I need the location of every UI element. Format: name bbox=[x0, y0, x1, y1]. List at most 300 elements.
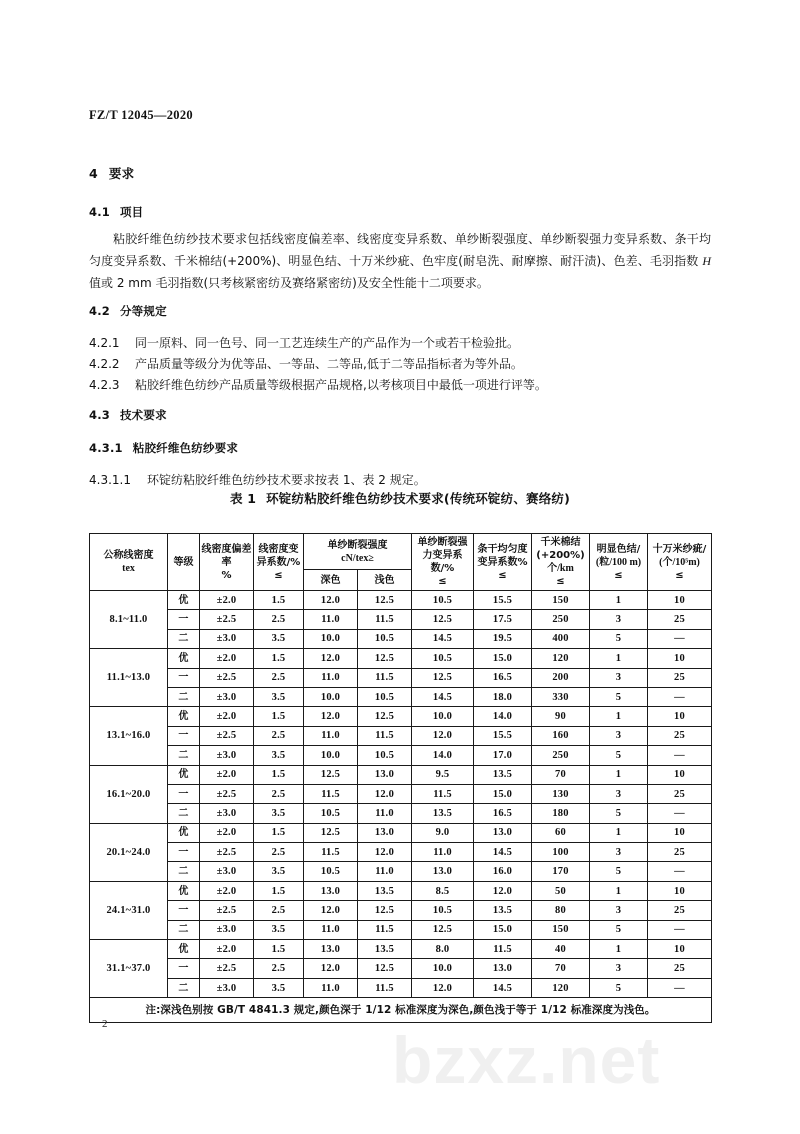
td-grade: 一 bbox=[168, 610, 200, 629]
table-1-title: 环锭纺粘胶纤维色纺纱技术要求(传统环锭纺、赛络纺) bbox=[266, 491, 571, 506]
td-density-deviation: ±2.0 bbox=[200, 765, 254, 784]
td-strength-cv: 12.0 bbox=[412, 726, 474, 745]
td-strength-cv: 13.5 bbox=[412, 804, 474, 823]
td-neps: 130 bbox=[532, 784, 590, 803]
th-yarn-faults-label: 十万米纱疵/ bbox=[652, 543, 707, 555]
th-nominal-density-label: 公称线密度 bbox=[103, 550, 154, 561]
table-row bbox=[90, 881, 712, 900]
th-density-deviation: 线密度偏差率 % bbox=[200, 534, 254, 591]
td-light: 12.5 bbox=[358, 591, 412, 610]
td-grade: 二 bbox=[168, 862, 200, 881]
td-evenness-cv: 11.5 bbox=[474, 940, 532, 959]
clause-4-heading bbox=[89, 164, 134, 182]
td-light: 13.5 bbox=[358, 881, 412, 900]
td-strength-cv: 9.5 bbox=[412, 765, 474, 784]
td-neps: 120 bbox=[532, 978, 590, 997]
td-neps: 100 bbox=[532, 843, 590, 862]
table-row bbox=[90, 901, 712, 920]
th-evenness-cv: 条干均匀度变异系数% ≤ bbox=[474, 534, 532, 591]
td-neps: 120 bbox=[532, 649, 590, 668]
td-color-neps: 1 bbox=[590, 649, 648, 668]
table-row bbox=[90, 629, 712, 648]
td-grade: 一 bbox=[168, 901, 200, 920]
td-dark: 12.5 bbox=[304, 823, 358, 842]
table-row bbox=[90, 920, 712, 939]
td-light: 11.5 bbox=[358, 726, 412, 745]
td-density-deviation: ±2.5 bbox=[200, 726, 254, 745]
td-dark: 11.0 bbox=[304, 920, 358, 939]
table-row bbox=[90, 784, 712, 803]
td-evenness-cv: 13.5 bbox=[474, 765, 532, 784]
clause-4-2-3-text: 粘胶纤维色纺纱产品质量等级根据产品规格,以考核项目中最低一项进行评等。 bbox=[135, 378, 547, 392]
th-evenness-cv-le-symbol: ≤ bbox=[498, 569, 507, 581]
td-neps: 250 bbox=[532, 610, 590, 629]
td-light: 10.5 bbox=[358, 629, 412, 648]
th-neps-le-symbol: ≤ bbox=[556, 576, 565, 587]
td-color-neps: 3 bbox=[590, 843, 648, 862]
td-evenness-cv: 16.0 bbox=[474, 862, 532, 881]
td-neps: 150 bbox=[532, 591, 590, 610]
clause-4-1-body bbox=[89, 228, 711, 294]
td-yarn-faults: 25 bbox=[648, 784, 712, 803]
td-density-cv: 3.5 bbox=[254, 920, 304, 939]
td-light: 10.5 bbox=[358, 746, 412, 765]
td-density-deviation: ±3.0 bbox=[200, 629, 254, 648]
td-yarn-faults: 25 bbox=[648, 726, 712, 745]
td-evenness-cv: 16.5 bbox=[474, 668, 532, 687]
td-dark: 11.5 bbox=[304, 784, 358, 803]
td-density-cv: 2.5 bbox=[254, 726, 304, 745]
td-color-neps: 1 bbox=[590, 765, 648, 784]
td-density-deviation: ±3.0 bbox=[200, 978, 254, 997]
clause-4-2-1 bbox=[89, 332, 711, 354]
td-dark: 10.5 bbox=[304, 804, 358, 823]
td-dark: 12.0 bbox=[304, 901, 358, 920]
page-number: 2 bbox=[102, 1018, 108, 1030]
td-evenness-cv: 15.5 bbox=[474, 726, 532, 745]
td-neps: 330 bbox=[532, 687, 590, 706]
td-grade: 二 bbox=[168, 804, 200, 823]
td-light: 13.0 bbox=[358, 823, 412, 842]
td-evenness-cv: 15.0 bbox=[474, 649, 532, 668]
td-yarn-faults: — bbox=[648, 862, 712, 881]
td-evenness-cv: 15.0 bbox=[474, 784, 532, 803]
td-yarn-faults: — bbox=[648, 629, 712, 648]
td-density-deviation: ±3.0 bbox=[200, 920, 254, 939]
td-yarn-faults: 10 bbox=[648, 765, 712, 784]
td-density-cv: 3.5 bbox=[254, 687, 304, 706]
td-dark: 11.0 bbox=[304, 978, 358, 997]
td-strength-cv: 14.0 bbox=[412, 746, 474, 765]
td-neps: 170 bbox=[532, 862, 590, 881]
td-strength-cv: 8.0 bbox=[412, 940, 474, 959]
clause-4-2-2 bbox=[89, 353, 711, 375]
clause-4-3-1-heading bbox=[89, 440, 238, 456]
td-light: 13.5 bbox=[358, 940, 412, 959]
td-evenness-cv: 14.0 bbox=[474, 707, 532, 726]
td-yarn-faults: 25 bbox=[648, 668, 712, 687]
table-row bbox=[90, 687, 712, 706]
th-grade: 等级 bbox=[168, 534, 200, 591]
td-density-deviation: ±2.0 bbox=[200, 823, 254, 842]
td-strength-cv: 14.5 bbox=[412, 687, 474, 706]
td-light: 11.5 bbox=[358, 668, 412, 687]
th-color-neps-le-symbol: ≤ bbox=[614, 569, 623, 581]
th-neps bbox=[532, 534, 590, 591]
table-row bbox=[90, 804, 712, 823]
td-light: 12.0 bbox=[358, 843, 412, 862]
td-neps: 90 bbox=[532, 707, 590, 726]
td-light: 11.0 bbox=[358, 862, 412, 881]
td-evenness-cv: 18.0 bbox=[474, 687, 532, 706]
table-row bbox=[90, 765, 712, 784]
th-strength-cv: 单纱断裂强力变异系数/% ≤ bbox=[412, 534, 474, 591]
th-color-neps-label: 明显色结/ bbox=[596, 543, 641, 555]
td-dark: 12.0 bbox=[304, 959, 358, 978]
td-density-cv: 2.5 bbox=[254, 668, 304, 687]
td-strength-cv: 11.0 bbox=[412, 843, 474, 862]
clause-4-1-body-part1: 粘胶纤维色纺纱技术要求包括线密度偏差率、线密度变异系数、单纱断裂强度、单纱断裂强力变异系数、条干均匀度变异系数、千米棉结(+200%)、明显色结、十万米纱疵、色牢度(耐皂洗、耐摩擦、耐汗渍)、色差、毛羽指数 bbox=[89, 232, 711, 268]
td-neps: 160 bbox=[532, 726, 590, 745]
clause-4-2-title: 分等规定 bbox=[119, 304, 167, 318]
td-color-neps: 1 bbox=[590, 591, 648, 610]
td-yarn-faults: 10 bbox=[648, 823, 712, 842]
td-density-cv: 3.5 bbox=[254, 804, 304, 823]
table-row bbox=[90, 610, 712, 629]
th-breaking-strength bbox=[304, 534, 412, 570]
table-row bbox=[90, 707, 712, 726]
td-grade: 二 bbox=[168, 629, 200, 648]
td-grade: 二 bbox=[168, 978, 200, 997]
td-density-cv: 2.5 bbox=[254, 843, 304, 862]
td-color-neps: 3 bbox=[590, 610, 648, 629]
td-light: 11.5 bbox=[358, 610, 412, 629]
td-yarn-faults: 10 bbox=[648, 649, 712, 668]
table-1 bbox=[89, 533, 712, 1023]
td-density-cv: 1.5 bbox=[254, 649, 304, 668]
td-neps: 60 bbox=[532, 823, 590, 842]
clause-4-1-body-italic: H bbox=[702, 254, 711, 268]
td-grade: 一 bbox=[168, 668, 200, 687]
td-density-cv: 2.5 bbox=[254, 901, 304, 920]
table-row bbox=[90, 649, 712, 668]
th-neps-unit: 个/km bbox=[547, 563, 574, 574]
clause-4-1-heading bbox=[89, 204, 143, 220]
table-row bbox=[90, 746, 712, 765]
td-grade: 优 bbox=[168, 940, 200, 959]
td-evenness-cv: 15.0 bbox=[474, 920, 532, 939]
clause-4-2-number: 4.2 bbox=[89, 304, 110, 318]
clause-4-2-1-text: 同一原料、同一色号、同一工艺连续生产的产品作为一个或若干检验批。 bbox=[135, 336, 520, 350]
table-header-row-1 bbox=[90, 534, 712, 570]
table-1-note: 注:深浅色别按 GB/T 4841.3 规定,颜色深于 1/12 标准深度为深色,颜色浅于等于 1/12 标准深度为浅色。 bbox=[90, 998, 712, 1023]
watermark: bzxz.net bbox=[392, 1023, 661, 1097]
td-evenness-cv: 12.0 bbox=[474, 881, 532, 900]
table-row bbox=[90, 823, 712, 842]
td-neps: 200 bbox=[532, 668, 590, 687]
th-density-deviation-unit: % bbox=[221, 569, 232, 581]
clause-4-3-heading bbox=[89, 407, 167, 423]
td-dark: 10.0 bbox=[304, 687, 358, 706]
td-neps: 400 bbox=[532, 629, 590, 648]
td-nominal-density: 24.1~31.0 bbox=[90, 881, 168, 939]
td-color-neps: 5 bbox=[590, 978, 648, 997]
td-nominal-density: 8.1~11.0 bbox=[90, 591, 168, 649]
td-yarn-faults: 25 bbox=[648, 959, 712, 978]
td-density-deviation: ±3.0 bbox=[200, 687, 254, 706]
td-grade: 二 bbox=[168, 920, 200, 939]
td-nominal-density: 13.1~16.0 bbox=[90, 707, 168, 765]
th-yarn-faults-le-symbol: ≤ bbox=[675, 569, 684, 581]
td-light: 10.5 bbox=[358, 687, 412, 706]
td-strength-cv: 12.0 bbox=[412, 978, 474, 997]
table-1-caption bbox=[0, 489, 800, 507]
td-evenness-cv: 17.5 bbox=[474, 610, 532, 629]
table-1-header bbox=[90, 534, 712, 591]
th-dark-color: 深色 bbox=[304, 570, 358, 591]
table-row bbox=[90, 591, 712, 610]
clause-4-title: 要求 bbox=[108, 166, 135, 181]
td-yarn-faults: 25 bbox=[648, 901, 712, 920]
td-color-neps: 1 bbox=[590, 940, 648, 959]
td-yarn-faults: — bbox=[648, 746, 712, 765]
td-evenness-cv: 13.0 bbox=[474, 823, 532, 842]
td-color-neps: 5 bbox=[590, 629, 648, 648]
td-strength-cv: 10.5 bbox=[412, 649, 474, 668]
th-breaking-strength-label: 单纱断裂强度 bbox=[327, 539, 388, 551]
td-grade: 优 bbox=[168, 707, 200, 726]
table-row bbox=[90, 959, 712, 978]
table-row bbox=[90, 843, 712, 862]
td-grade: 优 bbox=[168, 591, 200, 610]
td-color-neps: 3 bbox=[590, 901, 648, 920]
clause-4-1-body-part2: 值或 2 mm 毛羽指数(只考核紧密纺及赛络紧密纺)及安全性能十二项要求。 bbox=[89, 276, 489, 290]
th-breaking-strength-unit: cN/tex≥ bbox=[341, 552, 374, 564]
th-nominal-density-unit: tex bbox=[122, 563, 135, 574]
clause-4-1-title: 项目 bbox=[119, 205, 144, 219]
td-density-cv: 3.5 bbox=[254, 862, 304, 881]
td-evenness-cv: 13.5 bbox=[474, 901, 532, 920]
td-density-deviation: ±2.0 bbox=[200, 707, 254, 726]
td-yarn-faults: 25 bbox=[648, 843, 712, 862]
table-note-row bbox=[90, 998, 712, 1023]
td-strength-cv: 12.5 bbox=[412, 920, 474, 939]
th-neps-label: 千米棉结(+200%) bbox=[536, 537, 585, 561]
td-yarn-faults: 10 bbox=[648, 881, 712, 900]
table-row bbox=[90, 668, 712, 687]
td-dark: 12.0 bbox=[304, 591, 358, 610]
td-color-neps: 3 bbox=[590, 959, 648, 978]
td-grade: 一 bbox=[168, 959, 200, 978]
td-density-cv: 3.5 bbox=[254, 746, 304, 765]
td-color-neps: 5 bbox=[590, 746, 648, 765]
td-dark: 10.0 bbox=[304, 746, 358, 765]
td-color-neps: 5 bbox=[590, 920, 648, 939]
td-dark: 12.0 bbox=[304, 707, 358, 726]
clause-4-2-2-number: 4.2.2 bbox=[89, 357, 120, 371]
th-color-neps bbox=[590, 534, 648, 591]
table-1-label: 表 1 bbox=[229, 491, 257, 506]
td-density-deviation: ±3.0 bbox=[200, 746, 254, 765]
clause-4-3-1-number: 4.3.1 bbox=[89, 441, 123, 455]
standard-number-header: FZ/T 12045—2020 bbox=[89, 108, 193, 122]
table-1-footer bbox=[90, 998, 712, 1023]
td-density-deviation: ±3.0 bbox=[200, 862, 254, 881]
clause-4-2-3-number: 4.2.3 bbox=[89, 378, 120, 392]
td-nominal-density: 31.1~37.0 bbox=[90, 940, 168, 998]
td-yarn-faults: — bbox=[648, 804, 712, 823]
td-dark: 10.0 bbox=[304, 629, 358, 648]
td-yarn-faults: 10 bbox=[648, 707, 712, 726]
td-density-cv: 1.5 bbox=[254, 940, 304, 959]
clause-4-3-title: 技术要求 bbox=[119, 408, 167, 422]
clause-4-1-number: 4.1 bbox=[89, 205, 110, 219]
td-evenness-cv: 15.5 bbox=[474, 591, 532, 610]
td-yarn-faults: 10 bbox=[648, 940, 712, 959]
table-row bbox=[90, 978, 712, 997]
table-row bbox=[90, 940, 712, 959]
td-density-deviation: ±3.0 bbox=[200, 804, 254, 823]
td-strength-cv: 11.5 bbox=[412, 784, 474, 803]
td-evenness-cv: 19.5 bbox=[474, 629, 532, 648]
td-dark: 10.5 bbox=[304, 862, 358, 881]
td-neps: 70 bbox=[532, 959, 590, 978]
td-grade: 一 bbox=[168, 726, 200, 745]
td-density-cv: 3.5 bbox=[254, 629, 304, 648]
td-color-neps: 3 bbox=[590, 784, 648, 803]
td-light: 12.5 bbox=[358, 707, 412, 726]
td-grade: 一 bbox=[168, 843, 200, 862]
td-density-cv: 3.5 bbox=[254, 978, 304, 997]
td-strength-cv: 12.5 bbox=[412, 668, 474, 687]
td-yarn-faults: 25 bbox=[648, 610, 712, 629]
td-strength-cv: 14.5 bbox=[412, 629, 474, 648]
td-neps: 40 bbox=[532, 940, 590, 959]
td-yarn-faults: — bbox=[648, 920, 712, 939]
td-evenness-cv: 13.0 bbox=[474, 959, 532, 978]
td-color-neps: 1 bbox=[590, 707, 648, 726]
td-nominal-density: 20.1~24.0 bbox=[90, 823, 168, 881]
td-density-cv: 2.5 bbox=[254, 784, 304, 803]
td-light: 11.5 bbox=[358, 978, 412, 997]
table-row bbox=[90, 862, 712, 881]
clause-4-3-1-1-number: 4.3.1.1 bbox=[89, 473, 131, 487]
td-density-deviation: ±2.5 bbox=[200, 843, 254, 862]
table-1-body bbox=[90, 591, 712, 998]
td-neps: 80 bbox=[532, 901, 590, 920]
td-neps: 250 bbox=[532, 746, 590, 765]
td-density-deviation: ±2.5 bbox=[200, 959, 254, 978]
td-dark: 11.5 bbox=[304, 843, 358, 862]
td-color-neps: 5 bbox=[590, 804, 648, 823]
clause-4-3-1-1 bbox=[89, 469, 711, 491]
clause-4-3-number: 4.3 bbox=[89, 408, 110, 422]
td-yarn-faults: — bbox=[648, 978, 712, 997]
table-row bbox=[90, 726, 712, 745]
td-strength-cv: 9.0 bbox=[412, 823, 474, 842]
th-light-color: 浅色 bbox=[358, 570, 412, 591]
td-light: 12.5 bbox=[358, 959, 412, 978]
td-grade: 优 bbox=[168, 823, 200, 842]
td-density-cv: 1.5 bbox=[254, 707, 304, 726]
td-density-cv: 1.5 bbox=[254, 591, 304, 610]
td-neps: 150 bbox=[532, 920, 590, 939]
td-light: 13.0 bbox=[358, 765, 412, 784]
td-strength-cv: 12.5 bbox=[412, 610, 474, 629]
clause-4-2-3 bbox=[89, 374, 711, 396]
td-strength-cv: 10.5 bbox=[412, 901, 474, 920]
td-density-cv: 2.5 bbox=[254, 959, 304, 978]
td-color-neps: 5 bbox=[590, 862, 648, 881]
clause-4-2-2-text: 产品质量等级分为优等品、一等品、二等品,低于二等品指标者为等外品。 bbox=[135, 357, 523, 371]
td-color-neps: 3 bbox=[590, 668, 648, 687]
td-light: 12.5 bbox=[358, 649, 412, 668]
table-1-wrapper bbox=[89, 533, 711, 1023]
td-light: 12.5 bbox=[358, 901, 412, 920]
td-yarn-faults: 10 bbox=[648, 591, 712, 610]
td-density-deviation: ±2.5 bbox=[200, 668, 254, 687]
td-neps: 70 bbox=[532, 765, 590, 784]
td-density-deviation: ±2.0 bbox=[200, 940, 254, 959]
td-light: 11.5 bbox=[358, 920, 412, 939]
td-grade: 优 bbox=[168, 765, 200, 784]
td-color-neps: 1 bbox=[590, 823, 648, 842]
td-nominal-density: 11.1~13.0 bbox=[90, 649, 168, 707]
th-density-cv: 线密度变异系数/% ≤ bbox=[254, 534, 304, 591]
td-nominal-density: 16.1~20.0 bbox=[90, 765, 168, 823]
td-dark: 12.5 bbox=[304, 765, 358, 784]
td-color-neps: 1 bbox=[590, 881, 648, 900]
td-evenness-cv: 17.0 bbox=[474, 746, 532, 765]
td-light: 11.0 bbox=[358, 804, 412, 823]
td-density-cv: 1.5 bbox=[254, 765, 304, 784]
td-dark: 11.0 bbox=[304, 726, 358, 745]
td-density-deviation: ±2.0 bbox=[200, 881, 254, 900]
td-color-neps: 3 bbox=[590, 726, 648, 745]
td-neps: 50 bbox=[532, 881, 590, 900]
th-strength-cv-le-symbol: ≤ bbox=[438, 576, 447, 587]
td-density-cv: 1.5 bbox=[254, 823, 304, 842]
td-grade: 优 bbox=[168, 649, 200, 668]
td-grade: 优 bbox=[168, 881, 200, 900]
td-density-deviation: ±2.5 bbox=[200, 784, 254, 803]
td-strength-cv: 13.0 bbox=[412, 862, 474, 881]
td-dark: 12.0 bbox=[304, 649, 358, 668]
clause-4-2-heading bbox=[89, 303, 167, 319]
th-color-neps-unit: (粒/100 m) bbox=[595, 556, 642, 568]
td-yarn-faults: — bbox=[648, 687, 712, 706]
clause-4-3-1-1-text: 环锭纺粘胶纤维色纺纱技术要求按表 1、表 2 规定。 bbox=[147, 473, 426, 487]
td-grade: 二 bbox=[168, 746, 200, 765]
td-evenness-cv: 14.5 bbox=[474, 978, 532, 997]
td-color-neps: 5 bbox=[590, 687, 648, 706]
td-dark: 13.0 bbox=[304, 881, 358, 900]
td-grade: 二 bbox=[168, 687, 200, 706]
td-strength-cv: 8.5 bbox=[412, 881, 474, 900]
td-strength-cv: 10.0 bbox=[412, 707, 474, 726]
td-grade: 一 bbox=[168, 784, 200, 803]
th-yarn-faults-unit: (个/10⁵m) bbox=[659, 556, 700, 568]
clause-4-number: 4 bbox=[89, 166, 98, 181]
td-dark: 11.0 bbox=[304, 610, 358, 629]
td-strength-cv: 10.0 bbox=[412, 959, 474, 978]
th-nominal-density bbox=[90, 534, 168, 591]
th-yarn-faults bbox=[648, 534, 712, 591]
th-density-cv-le-symbol: ≤ bbox=[274, 569, 283, 581]
td-density-cv: 1.5 bbox=[254, 881, 304, 900]
clause-4-2-1-number: 4.2.1 bbox=[89, 336, 120, 350]
td-density-deviation: ±2.5 bbox=[200, 901, 254, 920]
